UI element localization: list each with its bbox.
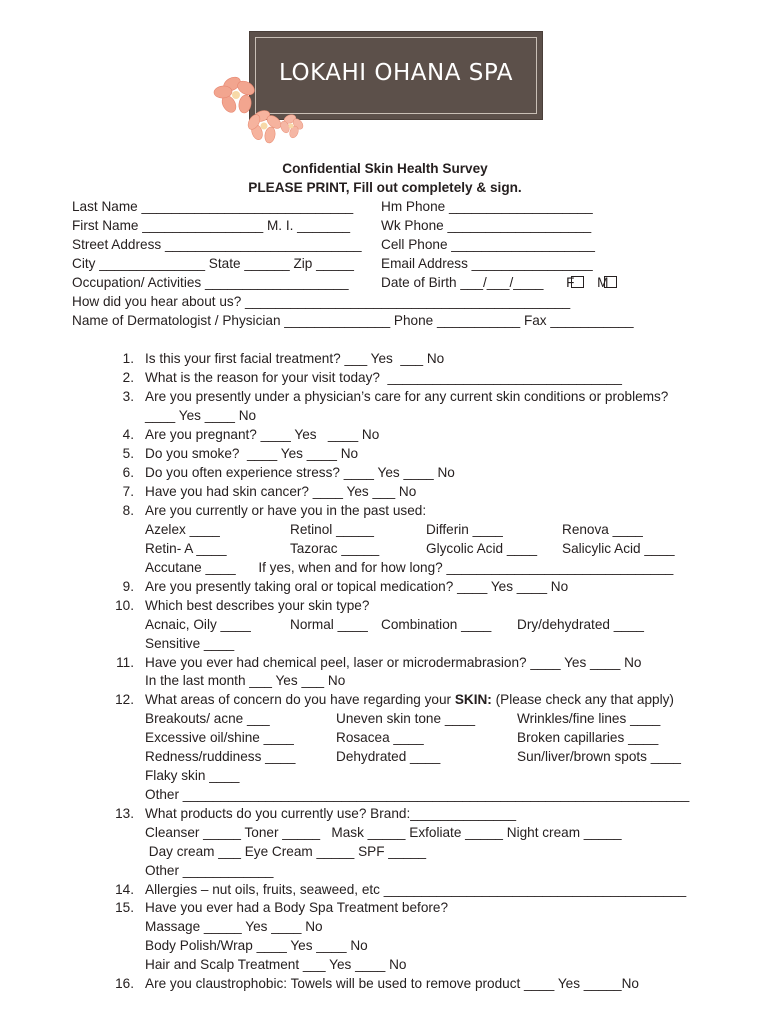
question-12-instruction: (Please check any that apply) <box>491 692 674 707</box>
option-normal[interactable]: Normal ____ <box>290 617 368 632</box>
option-differin[interactable]: Differin ____ <box>426 522 503 537</box>
form-subtitle: PLEASE PRINT, Fill out completely & sign. <box>248 180 522 195</box>
option-massage[interactable]: Massage _____ Yes ____ No <box>145 919 323 934</box>
question-15: Have you ever had a Body Spa Treatment before? <box>145 900 449 915</box>
date-of-birth-field[interactable]: Date of Birth ___/___/____ F M <box>381 275 609 290</box>
question-number: 9. <box>122 579 134 594</box>
form-title: Confidential Skin Health Survey <box>282 161 488 176</box>
question-number: 1. <box>122 351 134 366</box>
option-combination[interactable]: Combination ____ <box>381 617 492 632</box>
option-azelex[interactable]: Azelex ____ <box>145 522 220 537</box>
question-number: 12. <box>115 692 134 707</box>
dermatologist-field[interactable]: Name of Dermatologist / Physician ______________ Phone ___________ Fax ___________ <box>72 313 634 328</box>
option-dehydrated[interactable]: Dehydrated ____ <box>336 749 441 764</box>
occupation-field[interactable]: Occupation/ Activities ___________________ <box>72 275 349 290</box>
question-3: Are you presently under a physician’s care for any current skin conditions or problems? <box>145 389 669 404</box>
option-broken-capillaries[interactable]: Broken capillaries ____ <box>517 730 659 745</box>
heard-about-us-field[interactable]: How did you hear about us? ___________________________________________ <box>72 294 571 309</box>
question-4[interactable]: Are you pregnant? ____ Yes ____ No <box>145 427 380 442</box>
option-renova[interactable]: Renova ____ <box>562 522 643 537</box>
question-14[interactable]: Allergies – nut oils, fruits, seaweed, etc ________________________________________ <box>145 882 687 897</box>
question-12 <box>145 692 674 708</box>
option-sensitive[interactable]: Sensitive ____ <box>145 636 235 651</box>
question-10: Which best describes your skin type? <box>145 598 370 613</box>
option-retinol[interactable]: Retinol _____ <box>290 522 374 537</box>
first-name-field[interactable]: First Name ________________ M. I. _______ <box>72 218 351 233</box>
question-number: 14. <box>115 882 134 897</box>
question-11-last-month[interactable]: In the last month ___ Yes ___ No <box>145 673 346 688</box>
question-number: 15. <box>115 900 134 915</box>
option-dry-dehydrated[interactable]: Dry/dehydrated ____ <box>517 617 644 632</box>
male-checkbox[interactable] <box>604 276 617 288</box>
last-name-field[interactable]: Last Name ____________________________ <box>72 199 354 214</box>
option-hair-scalp[interactable]: Hair and Scalp Treatment ___ Yes ____ No <box>145 957 407 972</box>
question-number: 11. <box>116 655 134 670</box>
plumeria-flowers-icon <box>210 72 305 144</box>
question-number: 4. <box>122 427 134 442</box>
products-other[interactable]: Other ____________ <box>145 863 274 878</box>
option-breakouts[interactable]: Breakouts/ acne ___ <box>145 711 270 726</box>
option-sun-spots[interactable]: Sun/liver/brown spots ____ <box>517 749 681 764</box>
option-wrinkles[interactable]: Wrinkles/fine lines ____ <box>517 711 661 726</box>
option-uneven-skin-tone[interactable]: Uneven skin tone ____ <box>336 711 476 726</box>
work-phone-field[interactable]: Wk Phone ___________________ <box>381 218 592 233</box>
question-16[interactable]: Are you claustrophobic: Towels will be used to remove product ____ Yes _____No <box>145 976 639 991</box>
option-other-concern[interactable]: Other ___________________________________________________________________ <box>145 787 690 802</box>
question-number: 5. <box>122 446 134 461</box>
question-12-text: What areas of concern do you have regarding your <box>145 692 455 707</box>
option-excessive-oil[interactable]: Excessive oil/shine ____ <box>145 730 294 745</box>
question-number: 3. <box>122 389 134 404</box>
question-11[interactable]: Have you ever had chemical peel, laser or microdermabrasion? ____ Yes ____ No <box>145 655 642 670</box>
question-number: 8. <box>122 503 134 518</box>
question-5[interactable]: Do you smoke? ____ Yes ____ No <box>145 446 359 461</box>
street-address-field[interactable]: Street Address __________________________ <box>72 237 362 252</box>
products-row-2[interactable]: Day cream ___ Eye Cream _____ SPF _____ <box>145 844 427 859</box>
home-phone-field[interactable]: Hm Phone ___________________ <box>381 199 593 214</box>
option-salicylic-acid[interactable]: Salicylic Acid ____ <box>562 541 675 556</box>
question-number: 2. <box>122 370 134 385</box>
question-number: 6. <box>122 465 134 480</box>
question-12-skin-emphasis: SKIN: <box>454 692 492 707</box>
option-body-polish[interactable]: Body Polish/Wrap ____ Yes ____ No <box>145 938 368 953</box>
question-1[interactable]: Is this your first facial treatment? ___ Yes ___ No <box>145 351 445 366</box>
question-7[interactable]: Have you had skin cancer? ____ Yes ___ No <box>145 484 417 499</box>
option-tazorac[interactable]: Tazorac _____ <box>290 541 380 556</box>
question-3-answer[interactable]: ____ Yes ____ No <box>145 408 257 423</box>
option-redness[interactable]: Redness/ruddiness ____ <box>145 749 296 764</box>
logo-text: LOKAHI OHANA SPA <box>278 60 513 86</box>
question-number: 7. <box>122 484 134 499</box>
question-6[interactable]: Do you often experience stress? ____ Yes ____ No <box>145 465 455 480</box>
option-acnaic-oily[interactable]: Acnaic, Oily ____ <box>145 617 251 632</box>
female-checkbox[interactable] <box>571 276 584 288</box>
question-number: 16. <box>115 976 134 991</box>
email-field[interactable]: Email Address ________________ <box>381 256 593 271</box>
option-glycolic-acid[interactable]: Glycolic Acid ____ <box>426 541 538 556</box>
option-flaky-skin[interactable]: Flaky skin ____ <box>145 768 240 783</box>
question-13[interactable]: What products do you currently use? Brand:______________ <box>145 806 517 821</box>
question-number: 10. <box>115 598 134 613</box>
cell-phone-field[interactable]: Cell Phone ___________________ <box>381 237 595 252</box>
option-retin-a[interactable]: Retin- A ____ <box>145 541 227 556</box>
question-number: 13. <box>115 806 134 821</box>
question-2[interactable]: What is the reason for your visit today? _______________________________ <box>145 370 622 385</box>
question-9[interactable]: Are you presently taking oral or topical medication? ____ Yes ____ No <box>145 579 569 594</box>
question-8: Are you currently or have you in the past used: <box>145 503 427 518</box>
option-rosacea[interactable]: Rosacea ____ <box>336 730 424 745</box>
option-accutane[interactable]: Accutane ____ If yes, when and for how long? ______________________________ <box>145 560 674 575</box>
products-row-1[interactable]: Cleanser _____ Toner _____ Mask _____ Exfoliate _____ Night cream _____ <box>145 825 622 840</box>
city-state-zip-field[interactable]: City ______________ State ______ Zip _____ <box>72 256 354 271</box>
